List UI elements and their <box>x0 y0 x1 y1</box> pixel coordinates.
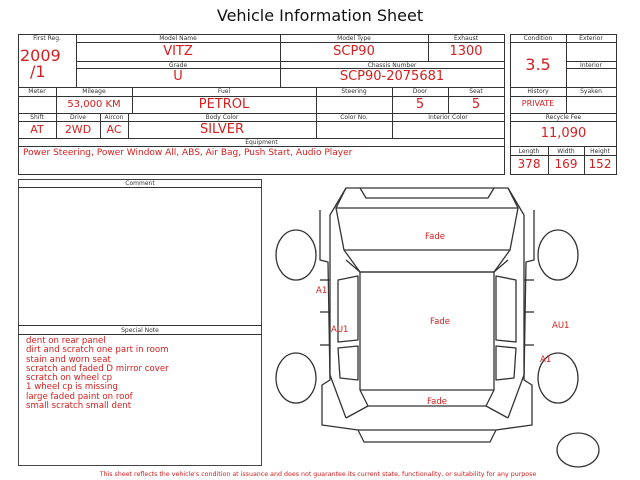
roof-outline <box>360 272 494 390</box>
comment-label: Comment <box>125 180 155 187</box>
model-name-value: VITZ <box>163 44 193 59</box>
model-type-value: SCP90 <box>333 44 375 59</box>
chassis-value: SCP90-2075681 <box>339 69 445 84</box>
mark-right-door: AU1 <box>552 321 570 331</box>
seat-label: Seat <box>469 88 483 95</box>
recycle-fee-label: Recycle Fee <box>545 114 582 121</box>
first-reg-label: First Reg. <box>33 35 61 42</box>
shift-value: AT <box>30 123 44 136</box>
comment-box <box>18 179 262 466</box>
color-no-label: Color No. <box>340 114 368 121</box>
first-reg-year: 2009 <box>20 46 61 65</box>
mark-right-rear: A1 <box>540 355 552 365</box>
note-item: dent on rear panel <box>26 336 106 346</box>
aircon-label: Aircon <box>104 114 124 121</box>
syaken-label: Syaken <box>580 88 602 95</box>
mark-front: Fade <box>425 232 445 242</box>
note-item: scratch and faded D mirror cover <box>26 363 169 374</box>
equipment-label: Equipment <box>245 139 278 146</box>
history-value: PRIVATE <box>521 99 555 108</box>
note-item: large faded paint on roof <box>26 391 133 402</box>
body-color-value: SILVER <box>199 122 245 137</box>
drive-value: 2WD <box>64 123 92 136</box>
equipment-value: Power Steering, Power Window All, ABS, Air Bag, Push Start, Audio Player <box>23 148 353 158</box>
fuel-value: PETROL <box>198 97 250 112</box>
seat-value: 5 <box>471 97 481 112</box>
chassis-label: Chassis Number <box>367 62 417 69</box>
left-body-outline <box>320 210 358 430</box>
rear-bumper-outline <box>358 430 496 442</box>
mileage-label: Mileage <box>82 88 106 95</box>
condition-label: Condition <box>523 35 553 42</box>
history-label: History <box>527 88 549 95</box>
body-color-label: Body Color <box>205 114 239 121</box>
note-item: small scratch small dent <box>26 401 132 412</box>
model-type-label: Model Type <box>337 35 371 42</box>
steering-label: Steering <box>341 88 367 95</box>
exterior-label: Exterior <box>579 35 603 42</box>
windshield-outline <box>344 250 510 272</box>
door-value: 5 <box>415 97 425 112</box>
note-item: scratch on wheel cp <box>26 373 113 384</box>
exhaust-value: 1300 <box>449 44 483 59</box>
mark-rear: Fade <box>427 397 447 407</box>
door-label: Door <box>412 88 428 95</box>
mark-left-front: A1 <box>316 286 328 296</box>
grade-label: Grade <box>168 62 188 69</box>
drive-label: Drive <box>70 114 86 121</box>
fuel-label: Fuel <box>217 88 231 95</box>
mileage-value: 53,000 KM <box>67 99 121 110</box>
note-item: dirt and scratch one part in room <box>26 345 169 356</box>
interior-label: Interior <box>580 62 602 69</box>
meter-label: Meter <box>28 88 46 95</box>
recycle-fee-value: 11,090 <box>540 126 587 141</box>
width-value: 169 <box>554 157 578 171</box>
aircon-value: AC <box>106 123 122 136</box>
right-front-tire-icon <box>538 230 578 280</box>
height-value: 152 <box>588 157 612 171</box>
first-reg-month: /1 <box>30 62 46 81</box>
model-name-label: Model Name <box>159 35 197 42</box>
special-notes-list <box>26 337 258 411</box>
spare-tire-icon <box>557 433 599 467</box>
sheet-title: Vehicle Information Sheet <box>216 6 424 25</box>
shift-label: Shift <box>30 114 44 121</box>
note-item: 1 wheel cp is missing <box>26 382 118 393</box>
disclaimer: This sheet reflects the vehicle's condition at issuance and does not guarantee its current state, functionality, or suitability for any purpose <box>99 471 537 478</box>
interior-color-label: Interior Color <box>428 114 468 121</box>
height-label: Height <box>590 148 610 155</box>
left-front-tire-icon <box>276 230 316 280</box>
length-value: 378 <box>517 157 541 171</box>
left-rear-tire-icon <box>276 353 316 403</box>
mark-roof: Fade <box>430 317 450 327</box>
right-body-outline <box>496 210 534 430</box>
exhaust-label: Exhaust <box>453 35 479 42</box>
length-label: Length <box>518 148 540 155</box>
note-item: stain and worn seat <box>26 354 111 365</box>
mark-left-door: AU1 <box>331 325 349 335</box>
condition-value: 3.5 <box>525 55 551 74</box>
width-label: Width <box>557 148 575 155</box>
special-note-label: Special Note <box>121 327 159 334</box>
grade-value: U <box>173 69 183 84</box>
